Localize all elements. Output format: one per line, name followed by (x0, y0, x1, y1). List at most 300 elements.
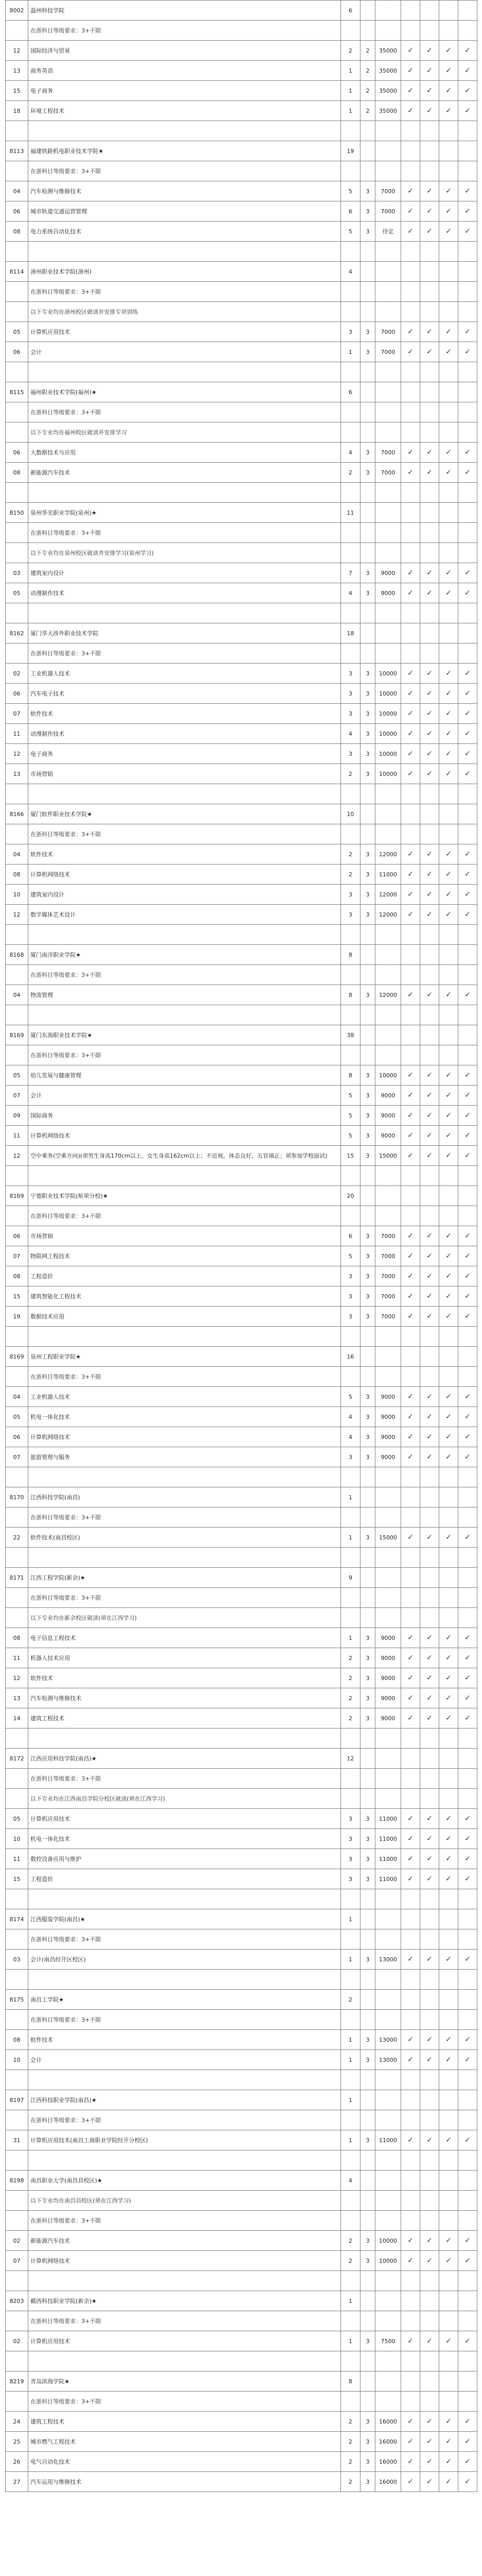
check-cell (458, 483, 477, 503)
name-cell: 以下专业均在新余校区就读(须在江西学习) (28, 1608, 341, 1628)
years-cell: 3 (360, 2130, 375, 2150)
check-cell (458, 1206, 477, 1226)
fee-cell: 9000 (375, 1628, 401, 1648)
years-cell (360, 242, 375, 262)
years-cell (360, 2371, 375, 2392)
major-row (6, 342, 477, 362)
name-cell: 城市轨道交通运营管理 (28, 201, 341, 222)
years-cell: 3 (360, 463, 375, 483)
check-cell (420, 1507, 439, 1528)
name-cell: 在浙科目等级要求：3+不限 (28, 965, 341, 985)
plan-cell: 38 (341, 1025, 360, 1045)
name-cell: 建筑室内设计 (28, 885, 341, 905)
note-row (6, 1206, 477, 1226)
major-row (6, 1668, 477, 1688)
fee-cell (375, 1789, 401, 1809)
plan-cell: 3 (341, 1869, 360, 1889)
name-cell: 在浙科目等级要求：3+不限 (28, 2110, 341, 2130)
check-cell: ✓ (439, 1226, 458, 1246)
plan-cell (341, 21, 360, 41)
major-row (6, 1427, 477, 1447)
check-cell (401, 141, 420, 161)
years-cell: 3 (360, 201, 375, 222)
major-row (6, 1950, 477, 1970)
fee-cell: 35000 (375, 81, 401, 101)
fee-cell (375, 804, 401, 824)
plan-cell (341, 1789, 360, 1809)
note-row (6, 2392, 477, 2412)
institution-row (6, 945, 477, 965)
major-row (6, 985, 477, 1005)
check-cell (420, 1, 439, 21)
institution-row (6, 1909, 477, 1929)
check-cell (439, 1347, 458, 1367)
fee-cell (375, 2271, 401, 2291)
years-cell: 3 (360, 664, 375, 684)
check-cell: ✓ (458, 1869, 477, 1889)
code-cell: 09 (6, 1106, 28, 1126)
plan-cell: 3 (341, 322, 360, 342)
check-cell (401, 1186, 420, 1206)
code-cell: 13 (6, 764, 28, 784)
years-cell (360, 1929, 375, 1950)
name-cell: 厦门南洋职业学院★ (28, 945, 341, 965)
note-row (6, 2110, 477, 2130)
note-row (6, 2010, 477, 2030)
name-cell: 电子商务 (28, 81, 341, 101)
years-cell (360, 141, 375, 161)
fee-cell (375, 643, 401, 664)
fee-cell: 10000 (375, 1065, 401, 1086)
check-cell: ✓ (401, 1286, 420, 1307)
check-cell: ✓ (401, 905, 420, 925)
fee-cell (375, 483, 401, 503)
blank-row (6, 242, 477, 262)
check-cell: ✓ (420, 1809, 439, 1829)
check-cell: ✓ (401, 583, 420, 603)
fee-cell: 11000 (375, 1849, 401, 1869)
check-cell (439, 1025, 458, 1045)
check-cell (401, 362, 420, 382)
name-cell (28, 1166, 341, 1186)
check-cell: ✓ (458, 1809, 477, 1829)
plan-cell (341, 2150, 360, 2171)
fee-cell (375, 543, 401, 563)
check-cell (401, 2271, 420, 2291)
name-cell: 南昌工学院★ (28, 1990, 341, 2010)
institution-row (6, 1990, 477, 2010)
code-cell (6, 1507, 28, 1528)
fee-cell: 11000 (375, 865, 401, 885)
plan-cell: 1 (341, 2050, 360, 2070)
years-cell: 3 (360, 1829, 375, 1849)
code-cell: 8168 (6, 945, 28, 965)
plan-cell (341, 1005, 360, 1025)
check-cell: ✓ (401, 2050, 420, 2070)
code-cell (6, 824, 28, 844)
check-cell (420, 1467, 439, 1487)
plan-cell: 18 (341, 623, 360, 643)
code-cell: 06 (6, 1427, 28, 1447)
check-cell: ✓ (420, 1829, 439, 1849)
check-cell: ✓ (420, 583, 439, 603)
fee-cell: 10000 (375, 684, 401, 704)
check-cell: ✓ (458, 2251, 477, 2271)
check-cell (458, 1769, 477, 1789)
check-cell: ✓ (420, 1447, 439, 1467)
name-cell (28, 362, 341, 382)
check-cell: ✓ (401, 101, 420, 121)
fee-cell (375, 945, 401, 965)
check-cell: ✓ (439, 905, 458, 925)
check-cell: ✓ (401, 342, 420, 362)
check-cell (401, 2392, 420, 2412)
check-cell: ✓ (458, 1146, 477, 1166)
check-cell: ✓ (401, 1307, 420, 1327)
check-cell: ✓ (439, 1266, 458, 1286)
check-cell (439, 1045, 458, 1065)
check-cell: ✓ (439, 1146, 458, 1166)
years-cell: 3 (360, 2030, 375, 2050)
check-cell (401, 161, 420, 181)
name-cell: 会计(南昌经开区校区) (28, 1950, 341, 1970)
name-cell: 江西科技学院(南昌) (28, 1487, 341, 1507)
check-cell: ✓ (458, 1708, 477, 1728)
check-cell (439, 1909, 458, 1929)
check-cell (458, 1045, 477, 1065)
check-cell (439, 2291, 458, 2311)
plan-cell (341, 1588, 360, 1608)
check-cell (401, 2010, 420, 2030)
note-row (6, 543, 477, 563)
plan-cell (341, 2311, 360, 2331)
check-cell: ✓ (420, 342, 439, 362)
major-row (6, 2472, 477, 2492)
fee-cell (375, 1769, 401, 1789)
name-cell: 计算机网络技术 (28, 1427, 341, 1447)
years-cell (360, 603, 375, 623)
check-cell (420, 362, 439, 382)
check-cell (439, 1588, 458, 1608)
check-cell: ✓ (439, 1688, 458, 1708)
check-cell: ✓ (401, 844, 420, 865)
check-cell: ✓ (401, 684, 420, 704)
check-cell: ✓ (401, 222, 420, 242)
major-row (6, 1106, 477, 1126)
check-cell: ✓ (420, 684, 439, 704)
years-cell (360, 1166, 375, 1186)
check-cell (420, 1045, 439, 1065)
plan-cell: 8 (341, 985, 360, 1005)
check-cell: ✓ (420, 1708, 439, 1728)
fee-cell: 9000 (375, 1126, 401, 1146)
fee-cell (375, 1889, 401, 1909)
check-cell (420, 161, 439, 181)
name-cell (28, 242, 341, 262)
code-cell: 05 (6, 1065, 28, 1086)
check-cell (439, 1467, 458, 1487)
plan-cell: 3 (341, 905, 360, 925)
check-cell: ✓ (420, 764, 439, 784)
check-cell (439, 2211, 458, 2231)
plan-cell: 3 (341, 664, 360, 684)
check-cell: ✓ (420, 1950, 439, 1970)
institution-row (6, 2291, 477, 2311)
code-cell (6, 302, 28, 322)
fee-cell: 10000 (375, 744, 401, 764)
major-row (6, 181, 477, 201)
code-cell: 06 (6, 443, 28, 463)
check-cell: ✓ (420, 463, 439, 483)
check-cell: ✓ (401, 704, 420, 724)
check-cell: ✓ (401, 1447, 420, 1467)
note-row (6, 1507, 477, 1528)
note-row (6, 824, 477, 844)
plan-cell: 3 (341, 1809, 360, 1829)
name-cell: 工业机器人技术 (28, 1387, 341, 1407)
check-cell (420, 1970, 439, 1990)
plan-cell (341, 2271, 360, 2291)
plan-cell: 5 (341, 222, 360, 242)
plan-cell: 1 (341, 1487, 360, 1507)
blank-row (6, 483, 477, 503)
check-cell: ✓ (401, 1869, 420, 1889)
check-cell (439, 925, 458, 945)
fee-cell (375, 1166, 401, 1186)
check-cell (420, 1789, 439, 1809)
years-cell (360, 643, 375, 664)
check-cell (420, 422, 439, 443)
years-cell (360, 1548, 375, 1568)
major-row (6, 1447, 477, 1467)
fee-cell (375, 121, 401, 141)
note-row (6, 965, 477, 985)
years-cell (360, 1990, 375, 2010)
check-cell: ✓ (458, 704, 477, 724)
fee-cell (375, 1327, 401, 1347)
name-cell: 汽车检测与维修技术 (28, 181, 341, 201)
check-cell: ✓ (401, 1809, 420, 1829)
check-cell (420, 2271, 439, 2291)
code-cell (6, 362, 28, 382)
code-cell: 11 (6, 1648, 28, 1668)
check-cell: ✓ (401, 443, 420, 463)
check-cell (458, 2191, 477, 2211)
fee-cell (375, 2291, 401, 2311)
check-cell: ✓ (439, 1286, 458, 1307)
name-cell: 在浙科目等级要求：3+不限 (28, 523, 341, 543)
name-cell: 计算机应用技术(南昌工商职业学院经开分校区) (28, 2130, 341, 2150)
code-cell: 12 (6, 744, 28, 764)
name-cell: 旅游管理与服务 (28, 1447, 341, 1467)
institution-row (6, 1347, 477, 1367)
check-cell (458, 1749, 477, 1769)
years-cell (360, 1327, 375, 1347)
institution-row (6, 1568, 477, 1588)
check-cell (420, 623, 439, 643)
check-cell: ✓ (458, 1126, 477, 1146)
check-cell (458, 1347, 477, 1367)
plan-cell: 19 (341, 141, 360, 161)
name-cell: 汽车检测与维修技术 (28, 1688, 341, 1708)
name-cell: 机电一体化技术 (28, 1829, 341, 1849)
check-cell: ✓ (458, 985, 477, 1005)
major-row (6, 905, 477, 925)
years-cell (360, 1025, 375, 1045)
code-cell: 8203 (6, 2291, 28, 2311)
code-cell (6, 1970, 28, 1990)
years-cell: 3 (360, 2050, 375, 2070)
major-row (6, 1307, 477, 1327)
check-cell: ✓ (420, 2472, 439, 2492)
check-cell: ✓ (458, 1427, 477, 1447)
years-cell: 3 (360, 583, 375, 603)
plan-cell: 16 (341, 1347, 360, 1367)
fee-cell: 12000 (375, 844, 401, 865)
fee-cell: 7000 (375, 1246, 401, 1266)
fee-cell: 9000 (375, 1688, 401, 1708)
fee-cell: 9000 (375, 1648, 401, 1668)
name-cell: 商务英语 (28, 61, 341, 81)
check-cell: ✓ (439, 463, 458, 483)
fee-cell: 35000 (375, 41, 401, 61)
check-cell (420, 2371, 439, 2392)
plan-cell: 6 (341, 1, 360, 21)
fee-cell (375, 2010, 401, 2030)
check-cell (420, 784, 439, 804)
name-cell: 在浙科目等级要求：3+不限 (28, 402, 341, 422)
check-cell: ✓ (420, 443, 439, 463)
name-cell (28, 1548, 341, 1568)
code-cell: 02 (6, 664, 28, 684)
years-cell: 3 (360, 322, 375, 342)
check-cell: ✓ (458, 2432, 477, 2452)
check-cell: ✓ (439, 985, 458, 1005)
check-cell: ✓ (458, 1266, 477, 1286)
fee-cell: 7500 (375, 2331, 401, 2351)
name-cell: 在浙科目等级要求：3+不限 (28, 1206, 341, 1226)
check-cell (401, 603, 420, 623)
years-cell (360, 2171, 375, 2191)
plan-cell: 12 (341, 1749, 360, 1769)
code-cell (6, 1548, 28, 1568)
years-cell (360, 1186, 375, 1206)
check-cell (401, 1347, 420, 1367)
check-cell: ✓ (439, 724, 458, 744)
years-cell (360, 824, 375, 844)
check-cell: ✓ (439, 684, 458, 704)
plan-cell: 3 (341, 704, 360, 724)
plan-cell (341, 1970, 360, 1990)
name-cell (28, 1005, 341, 1025)
major-row (6, 1126, 477, 1146)
check-cell (458, 1728, 477, 1749)
fee-cell (375, 1970, 401, 1990)
check-cell (458, 503, 477, 523)
check-cell (420, 1025, 439, 1045)
check-cell: ✓ (401, 1266, 420, 1286)
years-cell (360, 1909, 375, 1929)
code-cell: 04 (6, 1387, 28, 1407)
years-cell (360, 623, 375, 643)
code-cell: 06 (6, 684, 28, 704)
code-cell (6, 1005, 28, 1025)
plan-cell: 1 (341, 1528, 360, 1548)
check-cell (439, 402, 458, 422)
name-cell: 在浙科目等级要求：3+不限 (28, 2392, 341, 2412)
fee-cell: 16000 (375, 2472, 401, 2492)
fee-cell: 7000 (375, 1307, 401, 1327)
code-cell: 10 (6, 885, 28, 905)
years-cell: 3 (360, 1226, 375, 1246)
name-cell (28, 784, 341, 804)
plan-cell: 4 (341, 583, 360, 603)
major-row (6, 563, 477, 583)
code-cell: 07 (6, 2251, 28, 2271)
major-row (6, 81, 477, 101)
check-cell (420, 483, 439, 503)
check-cell: ✓ (458, 2472, 477, 2492)
plan-cell (341, 483, 360, 503)
check-cell: ✓ (439, 1086, 458, 1106)
blank-row (6, 1728, 477, 1749)
check-cell (439, 21, 458, 41)
years-cell: 3 (360, 2412, 375, 2432)
check-cell: ✓ (420, 2050, 439, 2070)
years-cell: 3 (360, 1809, 375, 1829)
note-row (6, 1608, 477, 1628)
check-cell (401, 1367, 420, 1387)
check-cell: ✓ (439, 885, 458, 905)
check-cell (458, 1548, 477, 1568)
plan-cell: 6 (341, 382, 360, 402)
check-cell (439, 382, 458, 402)
years-cell (360, 925, 375, 945)
check-cell (420, 1769, 439, 1789)
years-cell (360, 1769, 375, 1789)
check-cell (420, 804, 439, 824)
code-cell: 03 (6, 1950, 28, 1970)
check-cell: ✓ (401, 1688, 420, 1708)
code-cell: 31 (6, 2130, 28, 2150)
fee-cell (375, 282, 401, 302)
check-cell (420, 262, 439, 282)
name-cell: 建筑室内设计 (28, 563, 341, 583)
check-cell: ✓ (458, 724, 477, 744)
check-cell (401, 1025, 420, 1045)
major-row (6, 101, 477, 121)
check-cell: ✓ (420, 1126, 439, 1146)
years-cell: 3 (360, 724, 375, 744)
plan-cell (341, 2191, 360, 2211)
name-cell: 泉州华光职业学院(泉州)★ (28, 503, 341, 523)
name-cell: 泉州工程职业学院★ (28, 1347, 341, 1367)
fee-cell: 16000 (375, 2432, 401, 2452)
check-cell (439, 242, 458, 262)
fee-cell: 7000 (375, 463, 401, 483)
check-cell (401, 2090, 420, 2110)
check-cell (458, 1990, 477, 2010)
code-cell: 8169 (6, 1347, 28, 1367)
name-cell (28, 2070, 341, 2090)
check-cell (439, 784, 458, 804)
plan-cell (341, 2351, 360, 2371)
name-cell (28, 1327, 341, 1347)
plan-cell: 4 (341, 443, 360, 463)
name-cell: 以下专业均在漳州校区就读并安排专项训练 (28, 302, 341, 322)
check-cell: ✓ (420, 1226, 439, 1246)
check-cell: ✓ (439, 81, 458, 101)
